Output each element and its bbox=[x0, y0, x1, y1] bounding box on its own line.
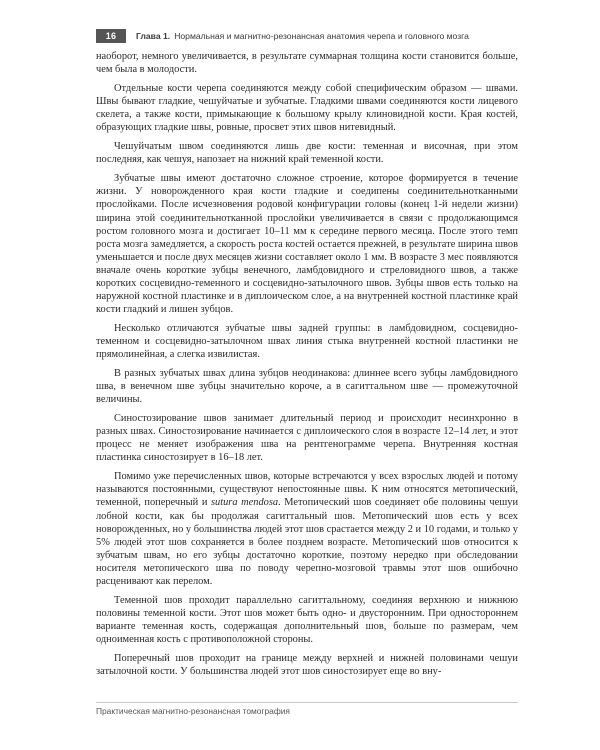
body-text bbox=[96, 50, 518, 684]
paragraph: Поперечный шов проходит на границе между верхней и нижней половинами чешуи затылочной кости. У большинства людей этот шов синостозирует еще во вну- bbox=[96, 652, 518, 678]
paragraph-text: Помимо уже перечисленных швов, которые встречаются у всех взрослых людей и потому называются постоянными, существуют непостоянные швы. К ним относятся метопический, теменной, поперечный и bbox=[96, 471, 518, 509]
chapter-label: Глава 1. bbox=[136, 31, 171, 41]
running-header bbox=[96, 28, 518, 44]
paragraph-metopic bbox=[96, 470, 518, 587]
paragraph: наоборот, немного увеличивается, в результате суммарная толщина кости становится больше, чем была в молодости. bbox=[96, 51, 518, 76]
paragraph-text: . Метопический шов соединяет обе половины чешуи лобной кости, как бы продолжая сагиттальный шов. Метопический шов есть у всех новорожденных, но у большинства людей этот шов срастается между 2 и 10 годами, и только у 5% людей этот шов сохраняется в более позднем возрасте. Метопический шов относится к зубчатым швам, но его зубцы достаточно короткие, поэтому нередко при обследовании носителя метопического шва по поводу черепно-мозговой травмы этот шов ошибочно расценивают как перелом. bbox=[96, 497, 518, 587]
running-footer: Практическая магнитно-резонансная томография bbox=[96, 706, 290, 716]
page-number: 16 bbox=[96, 29, 126, 43]
paragraph: Отдельные кости черепа соединяются между собой специфическим образом — швами. Швы бывают гладкие, чешуйчатые и зубчатые. Гладкими швами соединяются кости лицевого скелета, а также кости, примыкающие к большому крылу клиновидной кости. Края костей, образующих гладкие швы, ровные, просвет этих швов нитевидный. bbox=[96, 83, 518, 134]
latin-term: sutura mendosa bbox=[210, 497, 279, 509]
paragraph: Чешуйчатым швом соединяются лишь две кости: теменная и височная, при этом последняя, как чешуя, напозает на нижний край теменной кости. bbox=[96, 141, 518, 166]
paragraph: Синостозирование швов занимает длительный период и происходит несинхронно в разных швах. Синостозирование начинается с диплоического слоя в возрасте 12–14 лет, и этот процесс не меняет изображения шва на рентгенограмме черепа. Внутренняя костная пластинка синостозирует в 16–18 лет. bbox=[96, 413, 518, 464]
chapter-title: Нормальная и магнитно-резонансная анатомия черепа и головного мозга bbox=[174, 31, 469, 41]
paragraph: В разных зубчатых швах длина зубцов неодинакова: длиннее всего зубцы ламбдовидного шва, в венечном шве зубцы значительно короче, а в сагиттальном шве — промежуточной величины. bbox=[96, 368, 518, 406]
paragraph: Несколько отличаются зубчатые швы задней группы: в ламбдовидном, сосцевидно-теменном и сосцевидно-затылочном швах линия стыка внутренней костной пластинки не прямолинейная, а слегка извилистая. bbox=[96, 322, 518, 360]
paragraph: Теменной шов проходит параллельно сагиттальному, соединяя верхнюю и нижнюю половины теменной кости. Этот шов может быть одно- и двусторонним. При одностороннем варианте теменная кость, содержащая дополнительный шов, больше по размерам, чем одноименная кость с противоположной стороны. bbox=[96, 594, 518, 645]
footer-divider bbox=[96, 702, 518, 703]
paragraph: Зубчатые швы имеют достаточно сложное строение, которое формируется в течение жизни. У новорожденного края кости гладкие и соедипены соединительнотканными прослойками. После исчезновения родовой конфигурации головы (конец 1-й недели жизни) ширина этой соединительнотканной прослойки увеличивается в связи с продолжающимся ростом головного мозга и достигает 10–11 мм к середине первого месяца. После этого темп роста мозга замедляется, а скорость роста костей остается прежней, в результате ширина швов уменьшается и после двух месяцев жизни составляет около 1 мм. В возрасте 3 мес появляются вначале очень короткие зубцы венечного, ламбдовидного и стреловидного швов, а также коротких сосцевидно-теменного и сосцевидно-затылочного швов. Зубцы швов есть только на наружной костной пластинке и в диплоическом слое, а на внутренней костной пластинке край кости гладкий и лишен зубцов. bbox=[96, 173, 518, 315]
